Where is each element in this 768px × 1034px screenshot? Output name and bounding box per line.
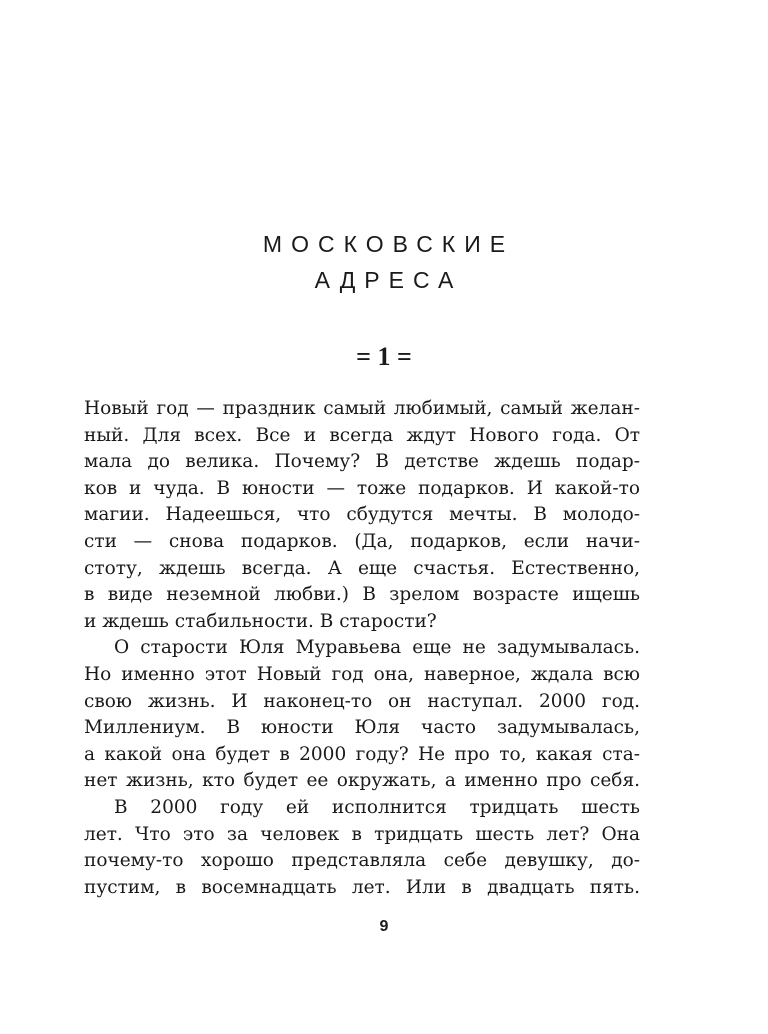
text-line: пустим, в восемнадцать лет. Или в двадцать пять.	[84, 876, 640, 898]
text-line: ный. Для всех. Все и всегда ждут Нового года. От	[84, 424, 640, 446]
text-line: В 2000 году ей исполнится тридцать шесть	[114, 796, 640, 818]
text-line: Новый год — праздник самый любимый, самый желан-	[84, 398, 640, 419]
section-number: = 1 =	[356, 342, 412, 371]
text-line: сти — снова подарков. (Да, подарков, если начи-	[84, 530, 640, 552]
text-line: нет жизнь, кто будет ее окружать, а именно про себя.	[84, 770, 640, 792]
page-number: 9	[379, 918, 389, 935]
text-line: а какой она будет в 2000 году? Не про то, какая ста-	[84, 743, 640, 765]
text-line: Но именно этот Новый год она, наверное, ждала всю	[84, 663, 640, 685]
paragraph	[84, 795, 640, 901]
text-line: лет. Что это за человек в тридцать шесть лет? Она	[84, 823, 640, 845]
text-line: свою жизнь. И наконец-то он наступал. 2000 год.	[84, 690, 640, 712]
text-line: магии. Надеешься, что сбудутся мечты. В молодо-	[84, 504, 640, 526]
text-line: стоту, ждешь всегда. А еще счастья. Естественно,	[84, 557, 640, 579]
chapter-title	[0, 226, 768, 298]
body-text	[84, 396, 640, 901]
text-line: ков и чуда. В юности — тоже подарков. И какой-то	[84, 477, 640, 499]
text-line: О старости Юля Муравьева еще не задумывалась.	[114, 637, 640, 659]
chapter-title-line-2: АДРЕСА	[314, 267, 463, 293]
chapter-title-line-1: МОСКОВСКИЕ	[262, 231, 515, 257]
text-line: в виде неземной любви.) В зрелом возрасте ищешь	[84, 584, 640, 606]
text-line: и ждешь стабильности. В старости?	[84, 610, 437, 632]
text-line: почему-то хорошо представляла себе девушку, до-	[84, 850, 640, 872]
paragraph	[84, 396, 640, 635]
paragraph	[84, 635, 640, 795]
text-line: мала до велика. Почему? В детстве ждешь подар-	[84, 451, 640, 473]
text-line: Миллениум. В юности Юля часто задумывалась,	[84, 717, 640, 739]
